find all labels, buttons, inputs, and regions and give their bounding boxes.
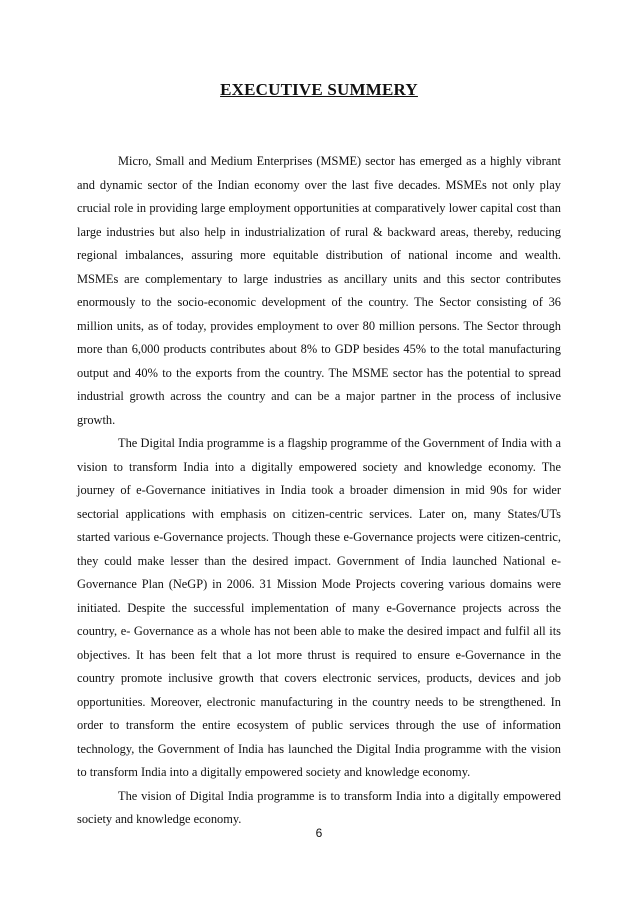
- paragraph-digital-india: The Digital India programme is a flagship programme of the Government of India with a vision to transform India into a digitally empowered society and knowledge economy. The journey of e-Governance initiatives in India took a broader dimension in mid 90s for wider sectorial applications with emphasis on citizen-centric services. Later on, many States/UTs started various e-Governance projects. Though these e-Governance projects were citizen-centric, they could make lesser than the desired impact. Government of India launched National e-Governance Plan (NeGP) in 2006. 31 Mission Mode Projects covering various domains were initiated. Despite the successful implementation of many e-Governance projects across the country, e- Governance as a whole has not been able to make the desired impact and fulfil all its objectives. It has been felt that a lot more thrust is required to ensure e-Governance in the country promote inclusive growth that covers electronic services, products, devices and job opportunities. Moreover, electronic manufacturing in the country needs to be strengthened. In order to transform the entire ecosystem of public services through the use of information technology, the Government of India has launched the Digital India programme with the vision to transform India into a digitally empowered society and knowledge economy.: [77, 436, 561, 779]
- body-text: [77, 150, 561, 832]
- paragraph-vision: The vision of Digital India programme is to transform India into a digitally empowered society and knowledge economy.: [77, 788, 561, 826]
- page-title: EXECUTIVE SUMMERY: [220, 80, 418, 99]
- page-number: 6: [315, 826, 323, 840]
- paragraph-msme: Micro, Small and Medium Enterprises (MSME) sector has emerged as a highly vibrant and dynamic sector of the Indian economy over the last five decades. MSMEs not only play crucial role in providing large employment opportunities at comparatively lower capital cost than large industries but also help in industrialization of rural & backward areas, thereby, reducing regional imbalances, assuring more equitable distribution of national income and wealth. MSMEs are complementary to large industries as ancillary units and this sector contributes enormously to the socio-economic development of the country. The Sector consisting of 36 million units, as of today, provides employment to over 80 million persons. The Sector through more than 6,000 products contributes about 8% to GDP besides 45% to the total manufacturing output and 40% to the exports from the country. The MSME sector has the potential to spread industrial growth across the country and can be a major partner in the process of inclusive growth.: [77, 154, 561, 427]
